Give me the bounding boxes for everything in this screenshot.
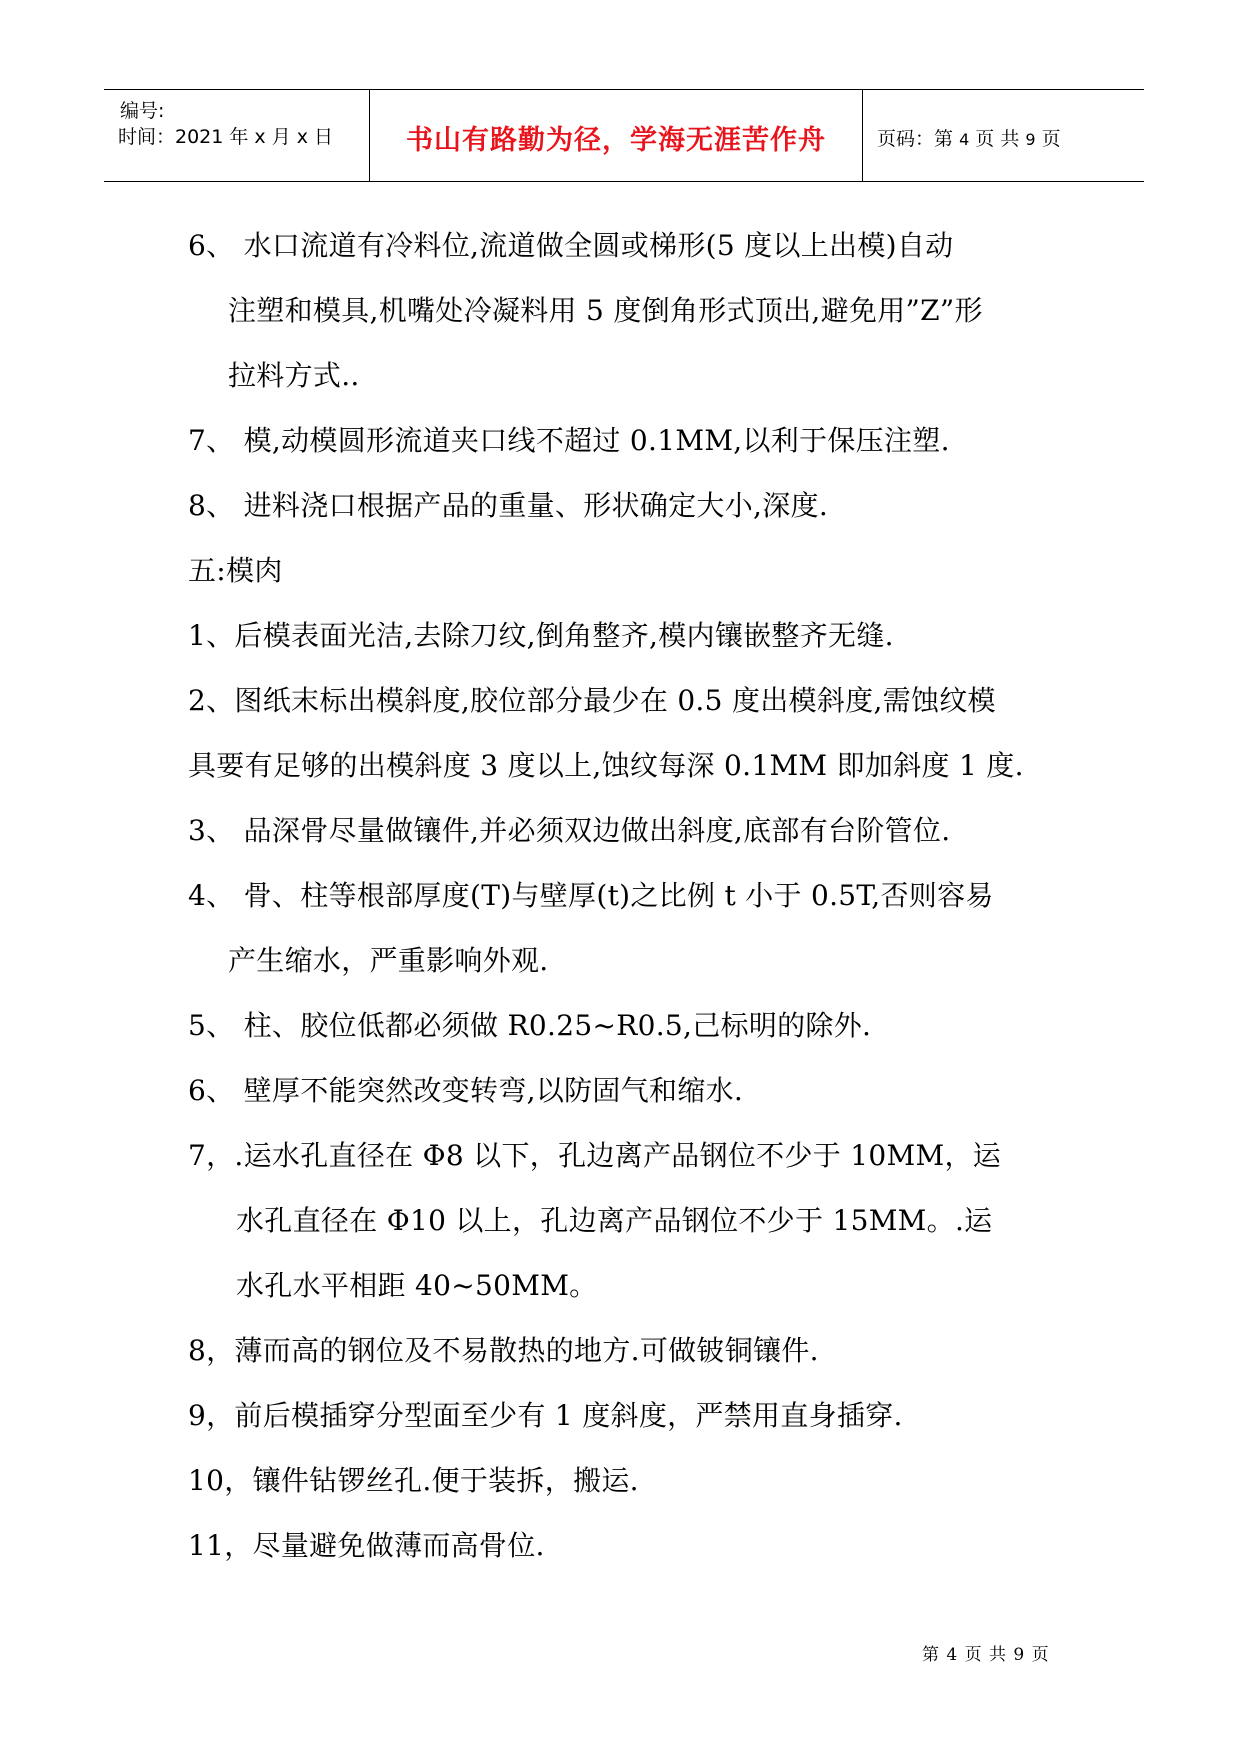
- body-line: 7，.运水孔直径在 Φ8 以下，孔边离产品钢位不少于 10MM，运: [188, 1139, 1002, 1172]
- page-total: 9: [1025, 130, 1036, 149]
- body-line: 1、后模表面光洁,去除刀纹,倒角整齐,模内镶嵌整齐无缝.: [188, 619, 894, 652]
- body-line: 8，薄而高的钢位及不易散热的地方.可做铍铜镶件.: [188, 1334, 819, 1367]
- body-line: 产生缩水，严重影响外观.: [228, 944, 549, 977]
- section-heading: 五:模肉: [188, 554, 283, 587]
- header-page-cell: [863, 90, 1144, 181]
- header-info-cell: [104, 90, 370, 181]
- body-line: 水孔直径在 Φ10 以上，孔边离产品钢位不少于 15MM。.运: [236, 1204, 993, 1237]
- body-line: 9，前后模插穿分型面至少有 1 度斜度，严禁用直身插穿.: [188, 1399, 903, 1432]
- body-line: 拉料方式..: [228, 359, 360, 392]
- body-line: 4、 骨、柱等根部厚度(T)与壁厚(t)之比例 t 小于 0.5T,否则容易: [188, 879, 994, 912]
- body-line: 具要有足够的出模斜度 3 度以上,蚀纹每深 0.1MM 即加斜度 1 度.: [188, 749, 1024, 782]
- header-motto: 书山有路勤为径，学海无涯苦作舟: [406, 125, 826, 156]
- body-line: 7、 模,动模圆形流道夹口线不超过 0.1MM,以利于保压注塑.: [188, 424, 950, 457]
- body-line: 6、 壁厚不能突然改变转弯,以防固气和缩水.: [188, 1074, 744, 1107]
- document-number-label: 编号:: [120, 100, 165, 122]
- header-motto-cell: [370, 90, 863, 181]
- page-footer: 第 4 页 共 9 页: [922, 1645, 1050, 1665]
- body-line: 3、 品深骨尽量做镶件,并必须双边做出斜度,底部有台阶管位.: [188, 814, 951, 847]
- body-line: 10，镶件钻锣丝孔.便于装拆，搬运.: [188, 1464, 639, 1497]
- body-line: 6、 水口流道有冷料位,流道做全圆或梯形(5 度以上出模)自动: [188, 229, 954, 262]
- page-prefix: 页码：第: [877, 128, 954, 150]
- body-line: 2、图纸末标出模斜度,胶位部分最少在 0.5 度出模斜度,需蚀纹模: [188, 684, 996, 717]
- body-line: 5、 柱、胶位低都必须做 R0.25~R0.5,己标明的除外.: [188, 1009, 872, 1042]
- page-current: 4: [959, 130, 970, 149]
- page-header: [104, 89, 1144, 182]
- page-mid: 页 共: [975, 128, 1020, 150]
- body-line: 水孔水平相距 40~50MM。: [236, 1269, 598, 1302]
- document-time: 时间：2021 年 x 月 x 日: [118, 126, 334, 148]
- body-line: 8、 进料浇口根据产品的重量、形状确定大小,深度.: [188, 489, 829, 522]
- header-page-number: [877, 124, 1061, 151]
- body-line: 注塑和模具,机嘴处冷凝料用 5 度倒角形式顶出,避免用”Z”形: [228, 294, 983, 327]
- page-suffix: 页: [1041, 128, 1061, 150]
- body-line: 11，尽量避免做薄而高骨位.: [188, 1529, 545, 1562]
